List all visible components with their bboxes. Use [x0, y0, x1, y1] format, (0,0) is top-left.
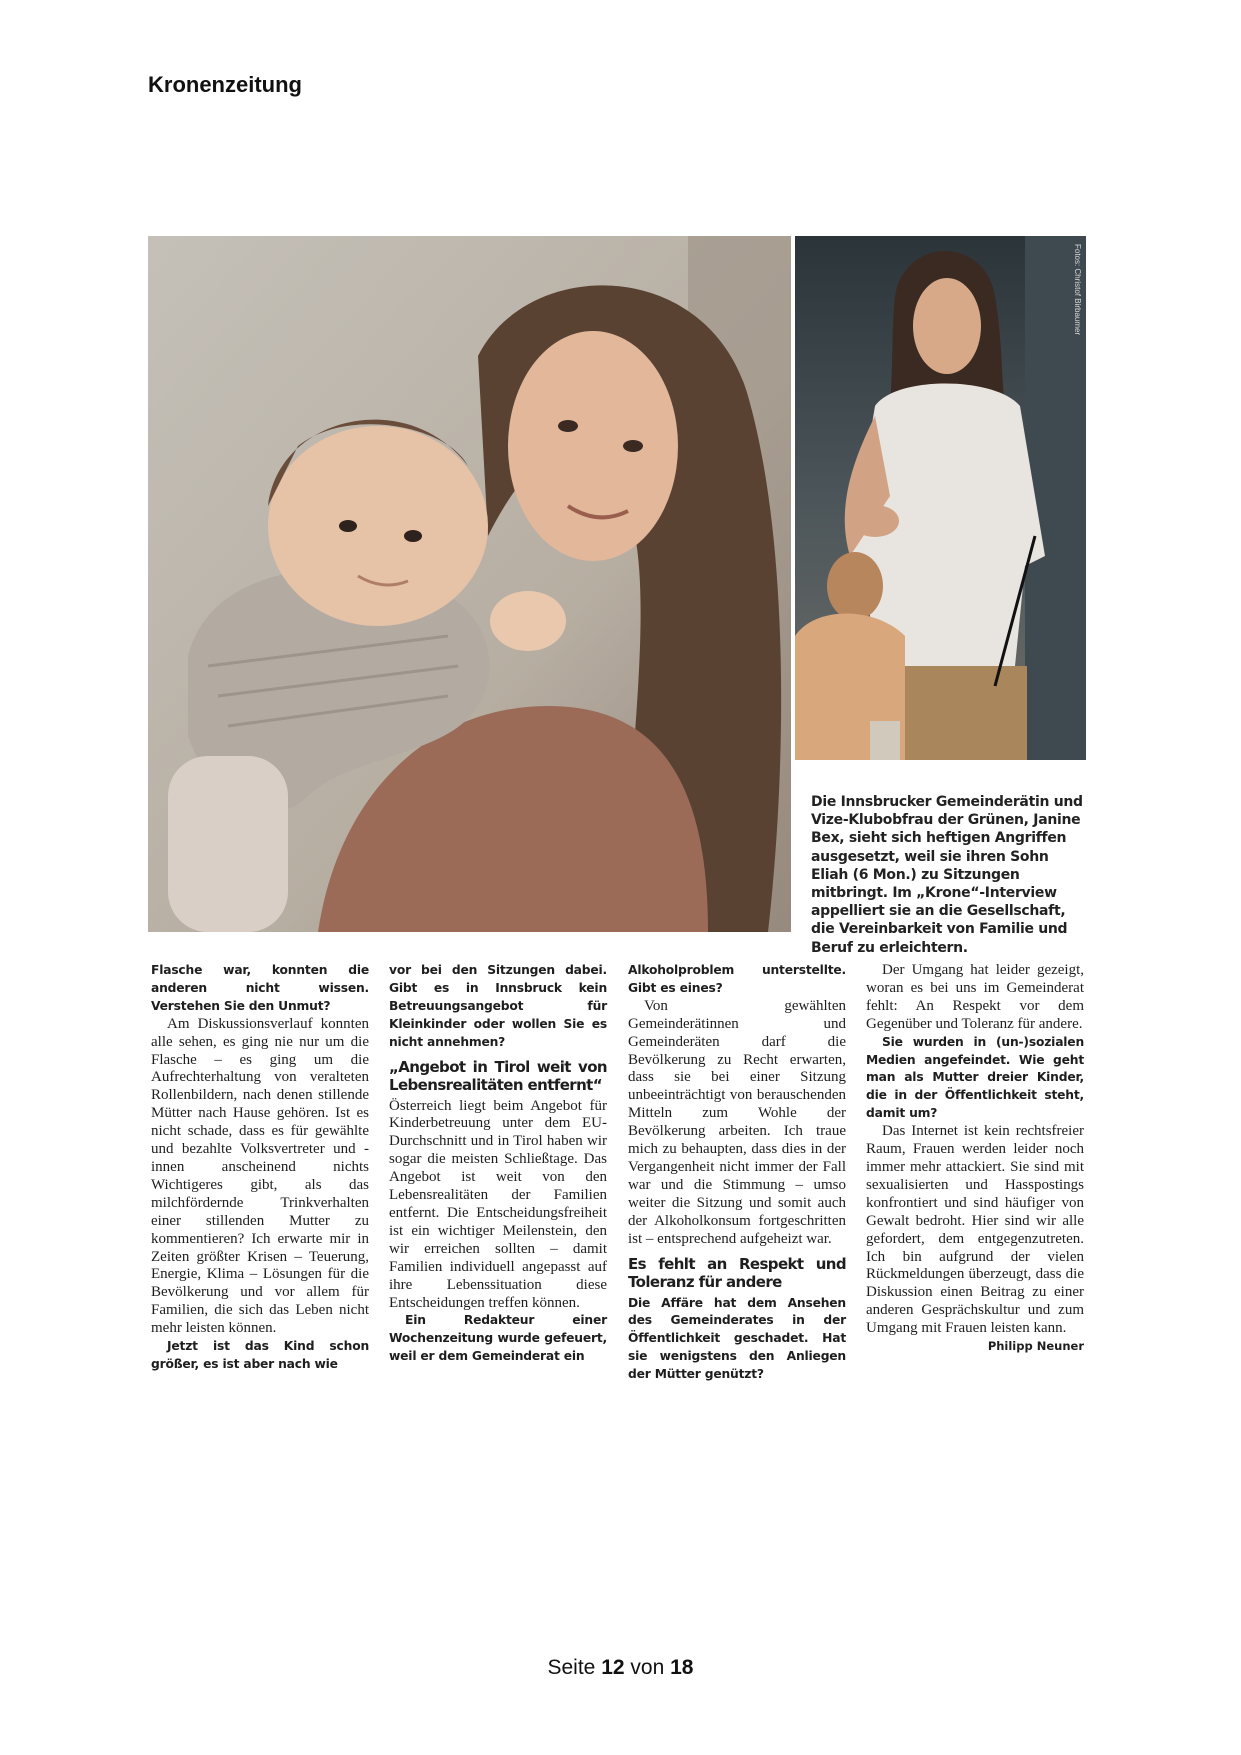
interview-question: Ein Redakteur einer Wochenzeitung wurde gefeuert, weil er dem Gemeinderat ein	[389, 1313, 607, 1364]
interview-question: vor bei den Sitzungen dabei. Gibt es in Innsbruck kein Betreuungsangebot für Kleinkinder oder wollen Sie es nicht annehmen?	[389, 963, 607, 1049]
side-photo	[795, 236, 1086, 760]
current-page-number: 12	[601, 1656, 625, 1679]
interview-answer: Der Umgang hat leider gezeigt, woran es bei uns im Gemeinderat fehlt: An Respekt vor dem Gegenüber und Toleranz für andere.	[866, 962, 1084, 1032]
main-photo	[148, 236, 791, 932]
interview-question: Alkoholproblem unterstellte. Gibt es eines?	[628, 963, 846, 995]
subheading: Es fehlt an Respekt und Toleranz für andere	[628, 1254, 846, 1291]
publication-title: Kronenzeitung	[148, 72, 302, 97]
author-byline: Philipp Neuner	[987, 1339, 1084, 1354]
article-column-4	[866, 962, 1084, 1356]
interview-answer	[866, 1123, 1084, 1354]
interview-question: Flasche war, konnten die anderen nicht wissen. Verstehen Sie den Unmut?	[151, 963, 369, 1013]
interview-answer: Österreich liegt beim Angebot für Kinderbetreuung unter dem EU-Durchschnitt und in Tirol haben wir sogar die meisten Schließtage. Das Angebot ist weit von den Lebensrealitäten der Familien entfernt. Die Entscheidungsfreiheit ist ein wichtiger Meilenstein, den wir erreichen sollten – damit Familien individuell angepasst auf ihre Lebenssituation diese Entscheidungen treffen können.	[389, 1097, 607, 1311]
article-column-2	[389, 962, 607, 1366]
article-column-1	[151, 962, 369, 1374]
interview-question: Jetzt ist das Kind schon größer, es ist aber nach wie	[151, 1339, 369, 1371]
photo-caption: Die Innsbrucker Gemeinderätin und Vize-Klubobfrau der Grünen, Janine Bex, sieht sich heftigen Angriffen ausgesetzt, weil sie ihren Sohn Eliah (6 Mon.) zu Sitzungen mitbringt. Im „Krone“-Interview appelliert sie an die Gesellschaft, die Vereinbarkeit von Familie und Beruf zu erleichtern.	[811, 794, 1083, 956]
total-pages-number: 18	[670, 1656, 694, 1679]
page-footer	[0, 1656, 1241, 1680]
page-label: Seite	[547, 1656, 596, 1679]
subheading: „Angebot in Tirol weit von Lebensrealitäten entfernt“	[389, 1057, 607, 1094]
interview-answer: Von gewählten Gemeinderätinnen und Gemeinderäten darf die Bevölkerung zu Recht erwarten, dass sie bei einer Sitzung unbeeinträchtigt von berauschenden Mitteln zum Wohle der Bevölkerung arbeiten. Ich traue mich zu behaupten, dass dies in der Vergangenheit nicht immer der Fall war und die Stimmung – umso weiter die Sitzung und somit auch der Alkoholkonsum fortgeschritten ist – entsprechend aufgeheizt war.	[628, 997, 846, 1247]
page-of-label: von	[630, 1656, 665, 1679]
interview-question: Die Affäre hat dem Ansehen des Gemeinderates in der Öffentlichkeit geschadet. Hat sie wenigstens den Anliegen der Mütter genützt?	[628, 1295, 846, 1382]
mother-with-baby-image	[148, 236, 791, 932]
politician-standing-image	[795, 236, 1086, 760]
article-column-3	[628, 962, 846, 1384]
interview-question: Sie wurden in (un-)sozialen Medien angefeindet. Wie geht man als Mutter dreier Kinder, die in der Öffentlichkeit steht, damit um?	[866, 1034, 1084, 1121]
answer-text: Das Internet ist kein rechtsfreier Raum, Frauen werden leider noch immer mehr attackiert. Sie sind mit sexualisierten und Hasspostings konfrontiert und sind häufiger von Gewalt bedroht. Hier sind wir alle gefordert, dem entgegenzutreten. Ich bin aufgrund der vielen Rückmeldungen überzeugt, dass die Diskussion einen Beitrag zu einer anderen Gesprächskultur und zum Umgang mit Frauen leisten kann.	[866, 1123, 1084, 1337]
interview-answer: Am Diskussionsverlauf konnten alle sehen, es ging nie nur um die Flasche – es ging um die Aufrechterhaltung von veralteten Rollenbildern, nach denen stillende Mütter nach Hause gehören. Ist es nicht schade, dass es für gewählte und bezahlte Volksvertreter und -innen anscheinend nichts Wichtigeres gibt, als das milchfördernde Trinkverhalten einer stillenden Mutter zu kommentieren? Ich erwarte mir in Zeiten größter Krisen – Teuerung, Energie, Klima – Lösungen für die Bevölkerung und vor allem für Familien, die sich das Leben nicht mehr leisten können.	[151, 1015, 369, 1337]
photo-credit: Fotos: Christof Birbaumer	[1073, 244, 1082, 336]
